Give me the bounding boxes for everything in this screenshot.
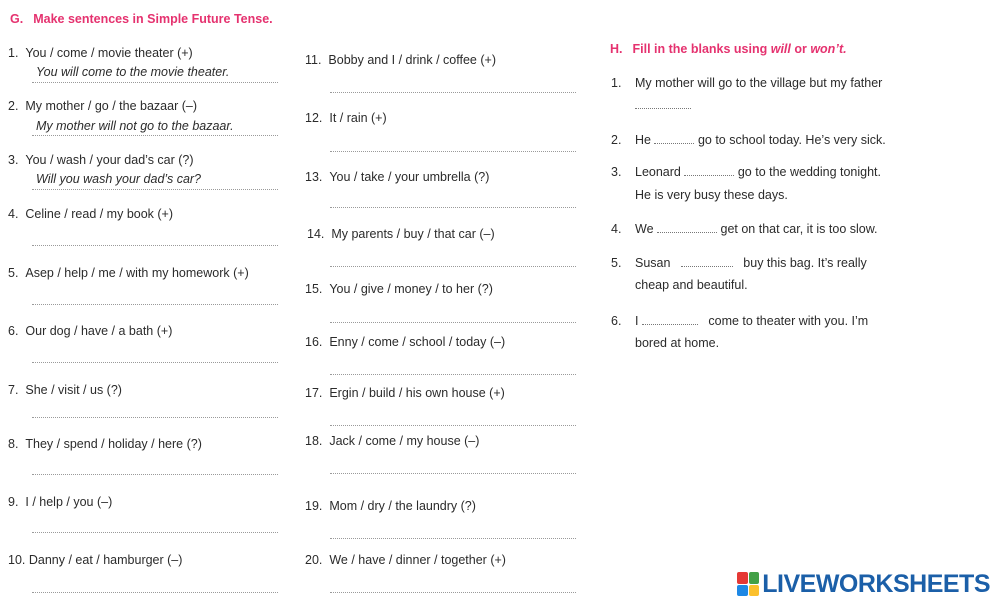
g-item-5: 5. Asep / help / me / with my homework (+) <box>8 266 249 280</box>
g-item-10-line[interactable] <box>32 592 278 593</box>
g-item-9: 9. I / help / you (–) <box>8 495 113 509</box>
g-item-6-line[interactable] <box>32 362 278 363</box>
g-item-7-prompt: She / visit / us (?) <box>25 383 122 397</box>
g-item-6: 6. Our dog / have / a bath (+) <box>8 324 173 338</box>
h-item-1: 1. My mother will go to the village but my father <box>611 72 891 118</box>
h-item-5-blank[interactable] <box>681 255 733 267</box>
h-item-2: 2. He go to school today. He’s very sick. <box>611 133 886 147</box>
section-h-heading: H. Fill in the blanks using will or won’t. <box>610 42 847 56</box>
h-item-4: 4. We get on that car, it is too slow. <box>611 222 878 236</box>
g-item-8-prompt: They / spend / holiday / here (?) <box>25 437 202 451</box>
liveworksheets-logo <box>737 569 990 599</box>
liveworksheets-logo-icon <box>737 572 759 596</box>
h-item-6-blank[interactable] <box>642 313 698 325</box>
g-item-15-prompt: You / give / money / to her (?) <box>329 282 493 296</box>
g-item-2-prompt: My mother / go / the bazaar (–) <box>25 99 197 113</box>
g-item-1-answer[interactable]: You will come to the movie theater. <box>36 65 230 79</box>
g-item-10: 10. Danny / eat / hamburger (–) <box>8 553 183 567</box>
g-item-9-line[interactable] <box>32 532 278 533</box>
g-item-9-prompt: I / help / you (–) <box>25 495 113 509</box>
g-item-1-prompt: You / come / movie theater (+) <box>25 46 193 60</box>
g-item-8-line[interactable] <box>32 474 278 475</box>
g-item-10-prompt: Danny / eat / hamburger (–) <box>28 553 183 567</box>
g-item-1: 1. You / come / movie theater (+) <box>8 46 193 60</box>
g-item-7: 7. She / visit / us (?) <box>8 383 122 397</box>
section-g-heading <box>10 12 273 26</box>
g-item-20: 20. We / have / dinner / together (+) <box>305 553 506 567</box>
g-item-12-line[interactable] <box>330 151 576 152</box>
g-item-20-line[interactable] <box>330 592 576 593</box>
g-item-11-line[interactable] <box>330 92 576 93</box>
g-item-13-line[interactable] <box>330 207 576 208</box>
g-item-11-prompt: Bobby and I / drink / coffee (+) <box>328 53 496 67</box>
h-item-4-blank[interactable] <box>657 221 717 233</box>
g-item-16-line[interactable] <box>330 374 576 375</box>
g-item-17: 17. Ergin / build / his own house (+) <box>305 386 505 400</box>
g-item-7-line[interactable] <box>32 417 278 418</box>
h-item-6: 6. I come to theater with you. I’m bored at home. <box>611 314 869 350</box>
g-item-3-answer[interactable]: Will you wash your dad’s car? <box>36 172 202 186</box>
g-item-16: 16. Enny / come / school / today (–) <box>305 335 506 349</box>
g-item-18: 18. Jack / come / my house (–) <box>305 434 480 448</box>
g-item-3: 3. You / wash / your dad’s car (?) <box>8 153 194 167</box>
g-item-3-prompt: You / wash / your dad’s car (?) <box>25 153 194 167</box>
g-item-4-prompt: Celine / read / my book (+) <box>25 207 174 221</box>
g-item-14: 14. My parents / buy / that car (–) <box>307 227 495 241</box>
g-item-8: 8. They / spend / holiday / here (?) <box>8 437 202 451</box>
g-item-15: 15. You / give / money / to her (?) <box>305 282 493 296</box>
h-item-1-blank[interactable] <box>635 97 691 109</box>
g-item-19-prompt: Mom / dry / the laundry (?) <box>329 499 476 513</box>
g-item-14-prompt: My parents / buy / that car (–) <box>331 227 495 241</box>
g-item-6-prompt: Our dog / have / a bath (+) <box>25 324 173 338</box>
g-item-3-line[interactable] <box>32 189 278 190</box>
h-item-3-blank[interactable] <box>684 164 734 176</box>
h-item-3: 3. Leonard go to the wedding tonight. He is very busy these days. <box>611 165 882 202</box>
g-item-2-answer[interactable]: My mother will not go to the bazaar. <box>36 119 234 133</box>
g-item-5-prompt: Asep / help / me / with my homework (+) <box>25 266 249 280</box>
g-item-19-line[interactable] <box>330 538 576 539</box>
g-item-11: 11. Bobby and I / drink / coffee (+) <box>305 53 496 67</box>
section-g-title: Make sentences in Simple Future Tense. <box>33 12 273 26</box>
h-item-5: 5. Susan buy this bag. It’s really cheap and beautiful. <box>611 256 867 292</box>
g-item-2: 2. My mother / go / the bazaar (–) <box>8 99 197 113</box>
g-item-4: 4. Celine / read / my book (+) <box>8 207 174 221</box>
g-item-16-prompt: Enny / come / school / today (–) <box>329 335 506 349</box>
g-item-20-prompt: We / have / dinner / together (+) <box>329 553 506 567</box>
g-item-19: 19. Mom / dry / the laundry (?) <box>305 499 476 513</box>
g-item-13: 13. You / take / your umbrella (?) <box>305 170 490 184</box>
g-item-1-line[interactable] <box>32 82 278 83</box>
g-item-2-line[interactable] <box>32 135 278 136</box>
g-item-12-prompt: It / rain (+) <box>329 111 387 125</box>
h-item-1-text: My mother will go to the village but my father <box>635 76 883 90</box>
g-item-5-line[interactable] <box>32 304 278 305</box>
section-h-letter: H. <box>610 42 623 56</box>
liveworksheets-logo-text: LIVEWORKSHEETS <box>762 569 990 598</box>
g-item-14-line[interactable] <box>330 266 576 267</box>
g-item-17-line[interactable] <box>330 425 576 426</box>
g-item-18-prompt: Jack / come / my house (–) <box>329 434 480 448</box>
section-g-letter: G. <box>10 12 24 26</box>
g-item-17-prompt: Ergin / build / his own house (+) <box>329 386 505 400</box>
g-item-13-prompt: You / take / your umbrella (?) <box>329 170 490 184</box>
g-item-4-line[interactable] <box>32 245 278 246</box>
g-item-12: 12. It / rain (+) <box>305 111 387 125</box>
g-item-18-line[interactable] <box>330 473 576 474</box>
h-item-2-blank[interactable] <box>654 132 694 144</box>
g-item-15-line[interactable] <box>330 322 576 323</box>
